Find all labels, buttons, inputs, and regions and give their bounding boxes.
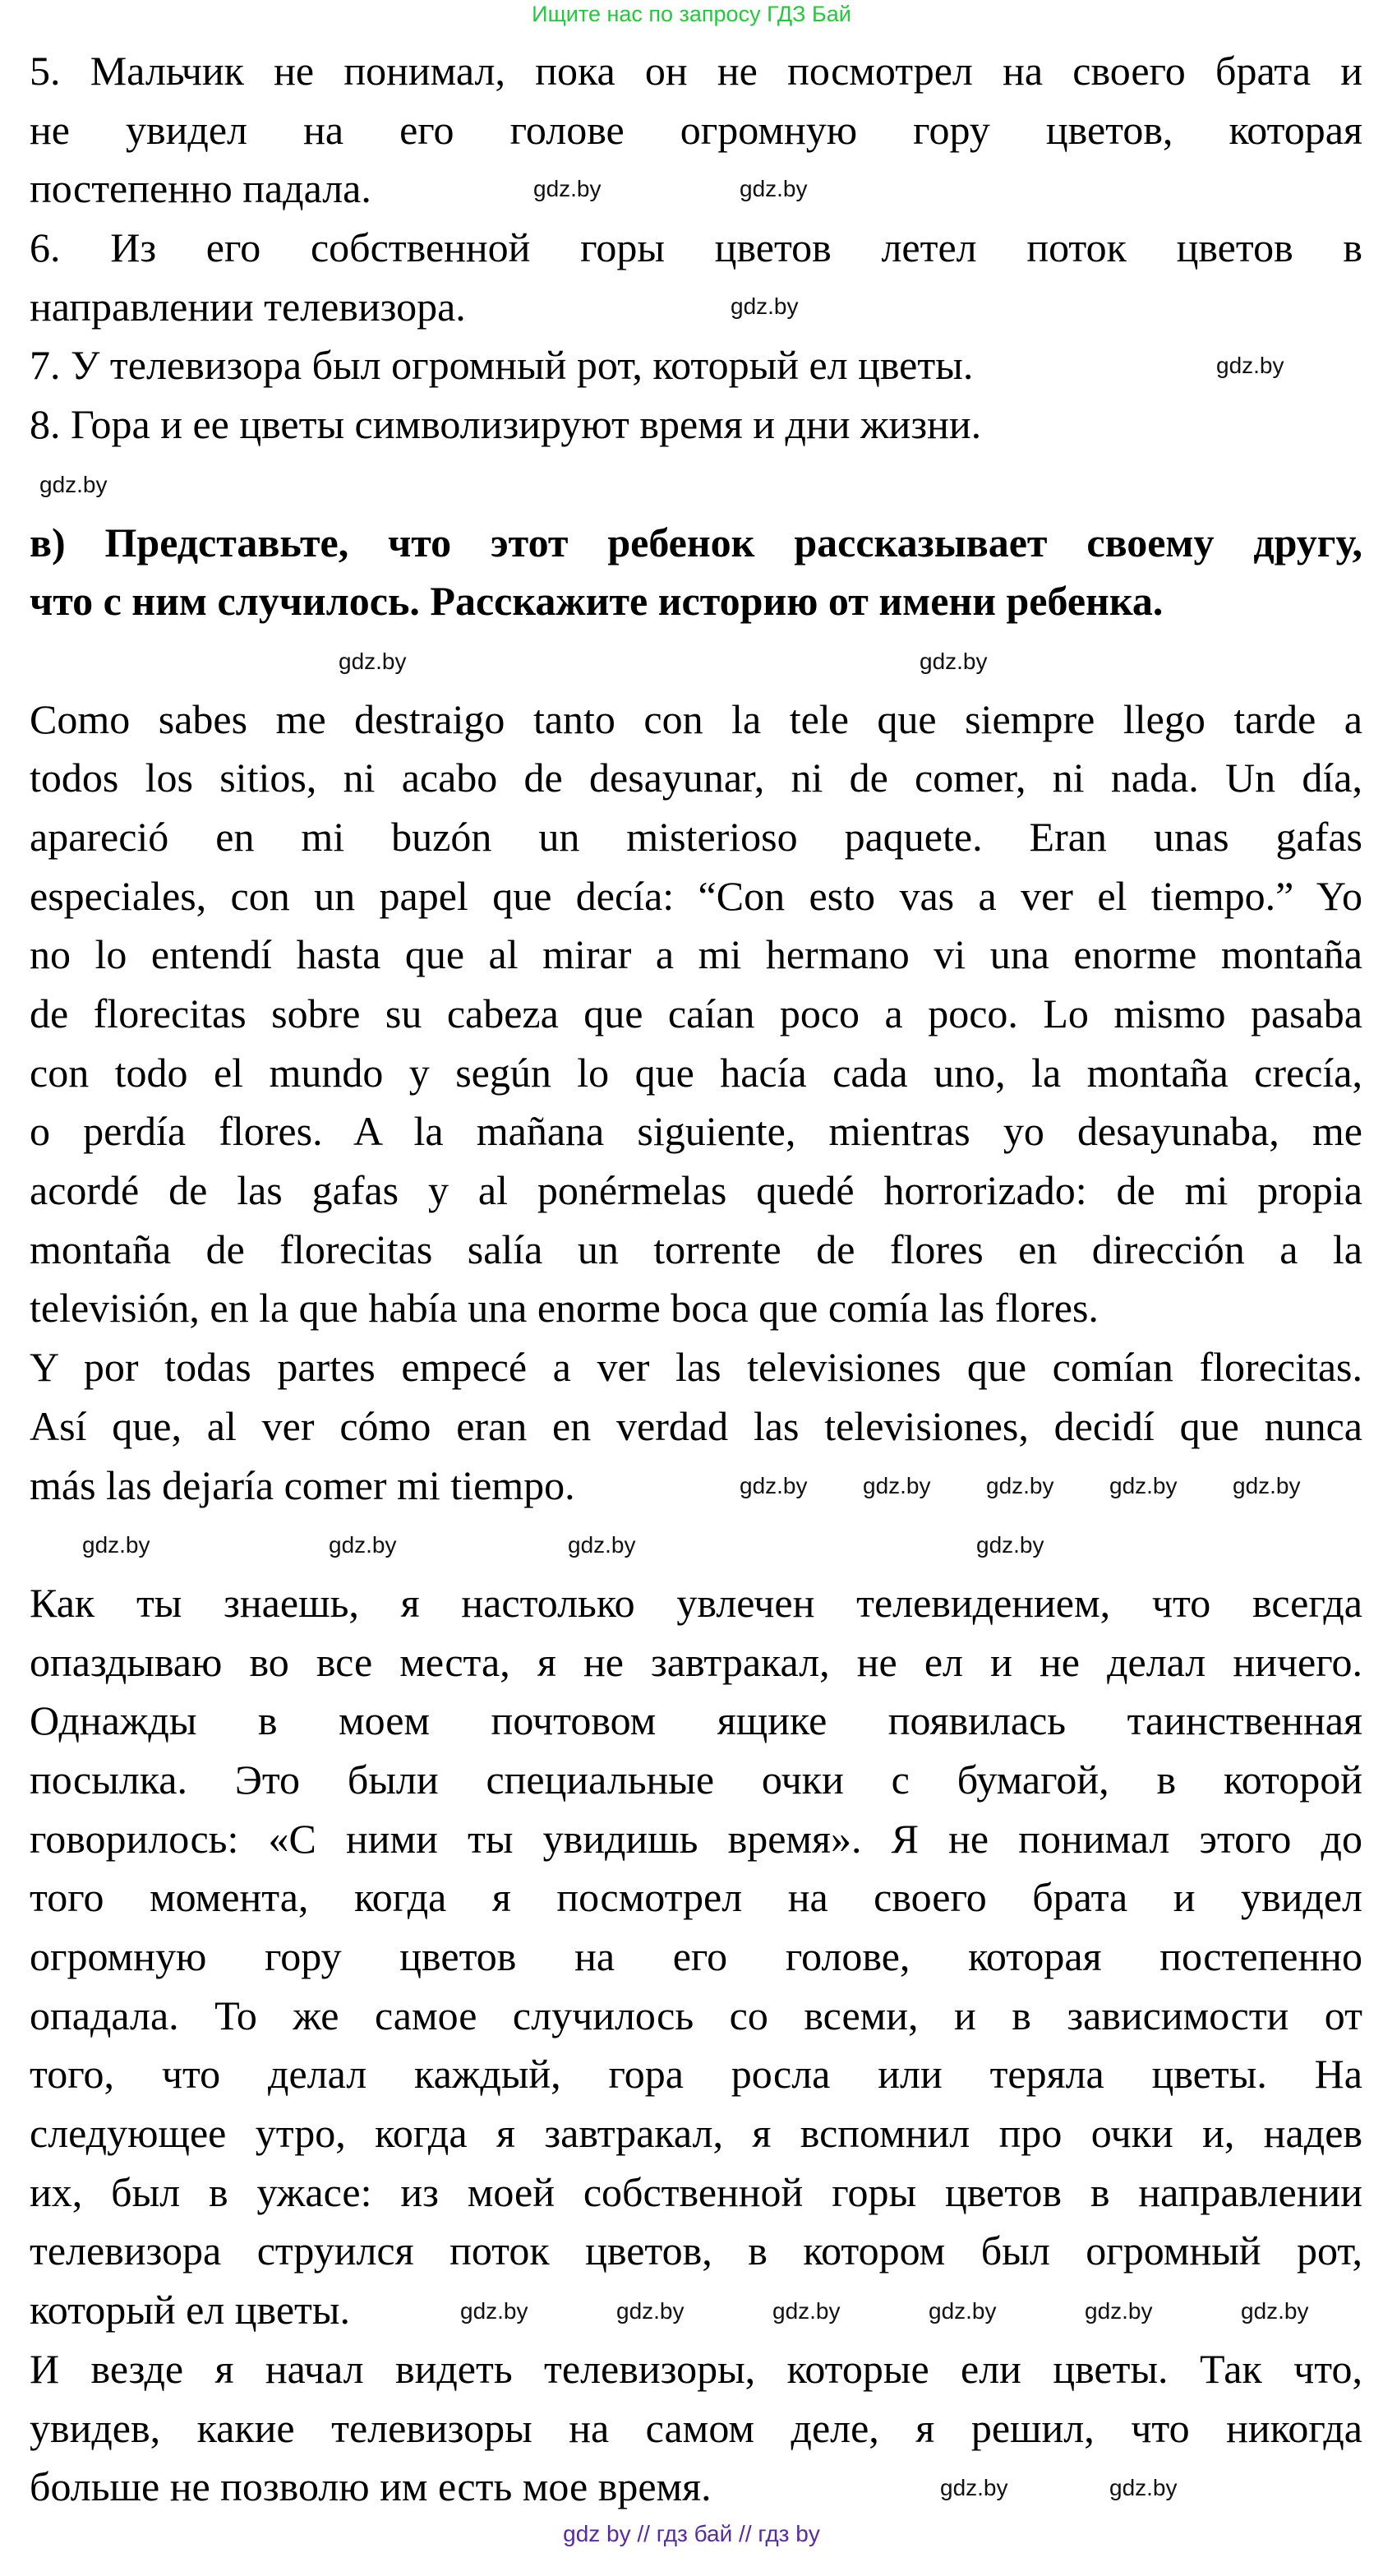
search-hint-banner: Ищите нас по запросу ГДЗ Бай bbox=[532, 2, 851, 26]
watermark: gdz.by bbox=[460, 2298, 528, 2324]
text-line: 7. У телевизора был огромный рот, который ел цветы. bbox=[30, 342, 974, 389]
watermark: gdz.by bbox=[920, 649, 988, 674]
watermark: gdz.by bbox=[533, 176, 602, 201]
footer-links: gdz by // гдз бай // гдз by bbox=[563, 2521, 820, 2546]
watermark: gdz.by bbox=[1085, 2298, 1153, 2324]
watermark: gdz.by bbox=[1216, 353, 1284, 378]
text-line: того момента, когда я посмотрел на своего брата и увидел bbox=[30, 1874, 1362, 1921]
text-line: 8. Гора и ее цветы символизируют время и дни жизни. bbox=[30, 401, 982, 448]
text-line: опаздываю во все места, я не завтракал, не ел и не делал ничего. bbox=[30, 1638, 1362, 1685]
text-line: televisión, en la que había una enorme boca que comía las flores. bbox=[30, 1285, 1099, 1332]
document-body bbox=[30, 42, 1362, 2576]
text-line: не увидел на его голове огромную гору цветов, которая bbox=[30, 106, 1362, 153]
watermark: gdz.by bbox=[940, 2475, 1008, 2500]
watermark: gdz.by bbox=[740, 176, 808, 201]
text-line: 6. Из его собственной горы цветов летел поток цветов в bbox=[30, 224, 1362, 271]
text-line: 5. Мальчик не понимал, пока он не посмотрел на своего брата и bbox=[30, 48, 1362, 94]
text-line: направлении телевизора. bbox=[30, 283, 466, 330]
text-line: увидев, какие телевизоры на самом деле, я решил, что никогда bbox=[30, 2404, 1362, 2451]
text-line: o perdía flores. A la mañana siguiente, mientras yo desayunaba, me bbox=[30, 1108, 1362, 1155]
text-line: И везде я начал видеть телевизоры, которые ели цветы. Так что, bbox=[30, 2345, 1362, 2392]
text-line: который ел цветы. bbox=[30, 2287, 350, 2334]
text-line: no lo entendí hasta que al mirar a mi hermano vi una enorme montaña bbox=[30, 931, 1362, 978]
text-line: con todo el mundo y según lo que hacía cada uno, la montaña crecía, bbox=[30, 1049, 1362, 1096]
text-line: посылка. Это были специальные очки с бумагой, в которой bbox=[30, 1756, 1362, 1803]
text-line: огромную гору цветов на его голове, которая постепенно bbox=[30, 1933, 1362, 1979]
text-line: Y por todas partes empecé a ver las televisiones que comían florecitas. bbox=[30, 1344, 1362, 1391]
text-line: de florecitas sobre su cabeza que caían poco a poco. Lo mismo pasaba bbox=[30, 990, 1362, 1036]
text-line: Однажды в моем почтовом ящике появилась таинственная bbox=[30, 1697, 1362, 1744]
spanish-story-block bbox=[30, 690, 1362, 1516]
text-line: montaña de florecitas salía un torrente de flores en dirección a la bbox=[30, 1226, 1362, 1272]
text-line: Как ты знаешь, я настолько увлечен телевидением, что всегда bbox=[30, 1579, 1362, 1626]
text-line: следующее утро, когда я завтракал, я вспомнил про очки и, надев bbox=[30, 2110, 1362, 2157]
text-line: говорилось: «С ними ты увидишь время». Я не понимал этого до bbox=[30, 1815, 1362, 1862]
watermark: gdz.by bbox=[1109, 1473, 1178, 1498]
text-line: acordé de las gafas y al ponérmelas quedé horrorizado: de mi propia bbox=[30, 1167, 1362, 1214]
text-line: того, что делал каждый, гора росла или теряла цветы. На bbox=[30, 2051, 1362, 2098]
text-line: опадала. То же самое случилось со всеми, и в зависимости от bbox=[30, 1992, 1362, 2038]
text-line: их, был в ужасе: из моей собственной горы цветов в направлении bbox=[30, 2168, 1362, 2215]
text-line: что с ним случилось. Расскажите историю от имени ребенка. bbox=[30, 578, 1164, 625]
watermark: gdz.by bbox=[1109, 2475, 1178, 2500]
text-line: постепенно падала. bbox=[30, 165, 371, 212]
text-line: especiales, con un papel que decía: “Con esto vas a ver el tiempo.” Yo bbox=[30, 872, 1362, 919]
watermark: gdz.by bbox=[740, 1473, 808, 1498]
watermark: gdz.by bbox=[329, 1532, 397, 1558]
text-line: apareció en mi buzón un misterioso paquete. Eran unas gafas bbox=[30, 813, 1362, 860]
watermark: gdz.by bbox=[976, 1532, 1044, 1558]
text-line: más las dejaría comer mi tiempo. bbox=[30, 1461, 575, 1508]
watermark: gdz.by bbox=[616, 2298, 685, 2324]
text-line: Así que, al ver cómo eran en verdad las televisiones, decidí que nunca bbox=[30, 1402, 1362, 1449]
text-line: Como sabes me destraigo tanto con la tele que siempre llego tarde a bbox=[30, 695, 1362, 742]
watermark: gdz.by bbox=[929, 2298, 997, 2324]
answers-block bbox=[30, 42, 1362, 455]
watermark: gdz.by bbox=[986, 1473, 1054, 1498]
russian-story-block bbox=[30, 1574, 1362, 2517]
watermark: gdz.by bbox=[568, 1532, 636, 1558]
watermark: gdz.by bbox=[39, 472, 108, 497]
watermark: gdz.by bbox=[1233, 1473, 1301, 1498]
watermark: gdz.by bbox=[82, 1532, 150, 1558]
text-line: больше не позволю им есть мое время. bbox=[30, 2463, 712, 2510]
text-line: в) Представьте, что этот ребенок рассказывает своему другу, bbox=[30, 519, 1362, 566]
watermark: gdz.by bbox=[339, 649, 407, 674]
watermark: gdz.by bbox=[863, 1473, 931, 1498]
task-block bbox=[30, 514, 1362, 631]
watermark: gdz.by bbox=[772, 2298, 841, 2324]
watermark: gdz.by bbox=[731, 293, 799, 319]
text-line: todos los sitios, ni acabo de desayunar, ni de comer, ni nada. Un día, bbox=[30, 755, 1362, 801]
watermark: gdz.by bbox=[1241, 2298, 1309, 2324]
text-line: телевизора струился поток цветов, в котором был огромный рот, bbox=[30, 2227, 1362, 2274]
